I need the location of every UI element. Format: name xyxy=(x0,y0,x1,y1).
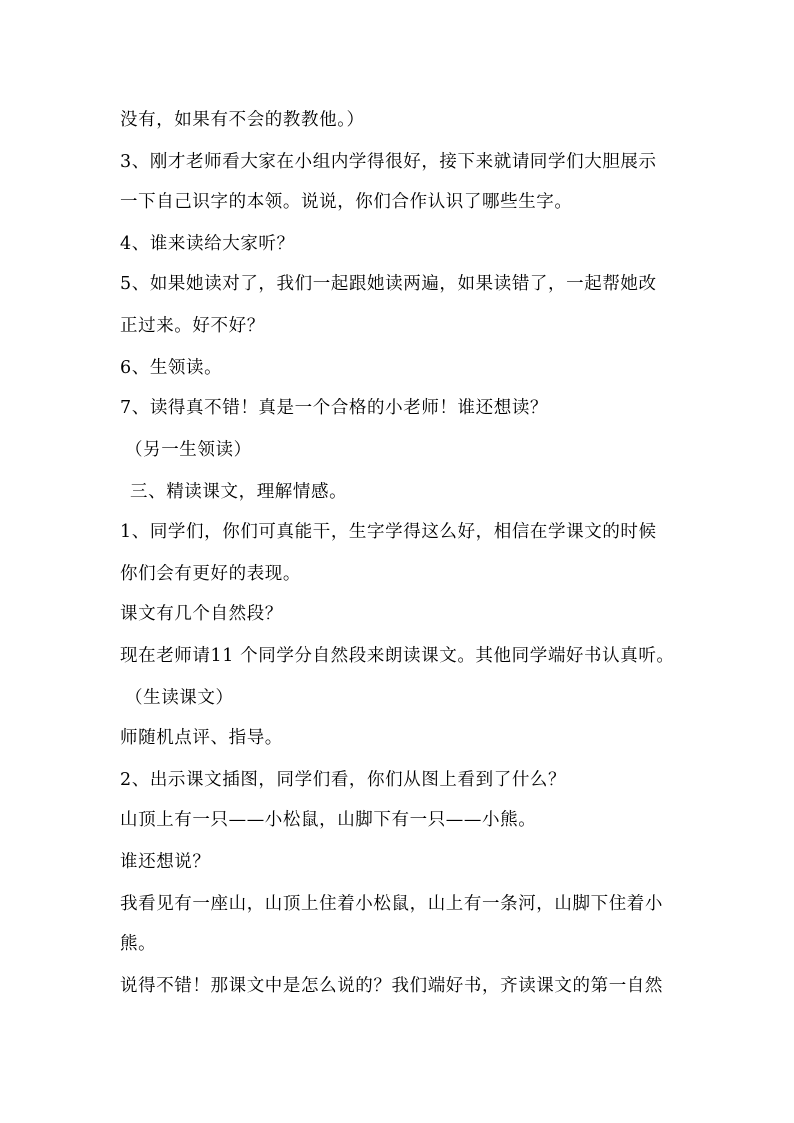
text-line-20: 我看见有一座山，山顶上住着小松鼠，山上有一条河，山脚下住着小 xyxy=(120,894,663,914)
text-line-4: 4、谁来读给大家听？ xyxy=(120,234,295,254)
text-line-21: 熊。 xyxy=(120,934,157,954)
text-line-1: 没有，如果有不会的教教他。） xyxy=(120,110,365,130)
text-line-7: 6、生领读。 xyxy=(120,358,223,378)
text-line-15: （生读课文） xyxy=(125,688,234,708)
text-line-11: 1、同学们，你们可真能干，生字学得这么好，相信在学课文的时候 xyxy=(120,522,657,542)
text-line-18: 山顶上有一只——小松鼠，山脚下有一只——小熊。 xyxy=(120,810,537,830)
text-line-19: 谁还想说？ xyxy=(120,852,211,872)
text-line-2: 3、刚才老师看大家在小组内学得很好，接下来就请同学们大胆展示 xyxy=(120,152,657,172)
text-line-17: 2、出示课文插图，同学们看，你们从图上看到了什么？ xyxy=(120,770,567,790)
text-line-6: 正过来。好不好？ xyxy=(120,316,265,336)
text-line-9: （另一生领读） xyxy=(125,440,252,460)
text-line-22: 说得不错！那课文中是怎么说的？我们端好书，齐读课文的第一自然 xyxy=(120,976,663,996)
text-line-5: 5、如果她读对了，我们一起跟她读两遍，如果读错了，一起帮她改 xyxy=(120,274,657,294)
text-line-14: 现在老师请11 个同学分自然段来朗读课文。其他同学端好书认真听。 xyxy=(120,646,675,666)
text-line-12: 你们会有更好的表现。 xyxy=(120,564,301,584)
text-line-13: 课文有几个自然段？ xyxy=(120,604,283,624)
text-line-3: 一下自己识字的本领。说说，你们合作认识了哪些生字。 xyxy=(120,192,573,212)
text-line-8: 7、读得真不错！真是一个合格的小老师！谁还想读？ xyxy=(120,398,549,418)
text-line-16: 师随机点评、指导。 xyxy=(120,728,283,748)
section-heading: 三、精读课文，理解情感。 xyxy=(130,482,348,502)
